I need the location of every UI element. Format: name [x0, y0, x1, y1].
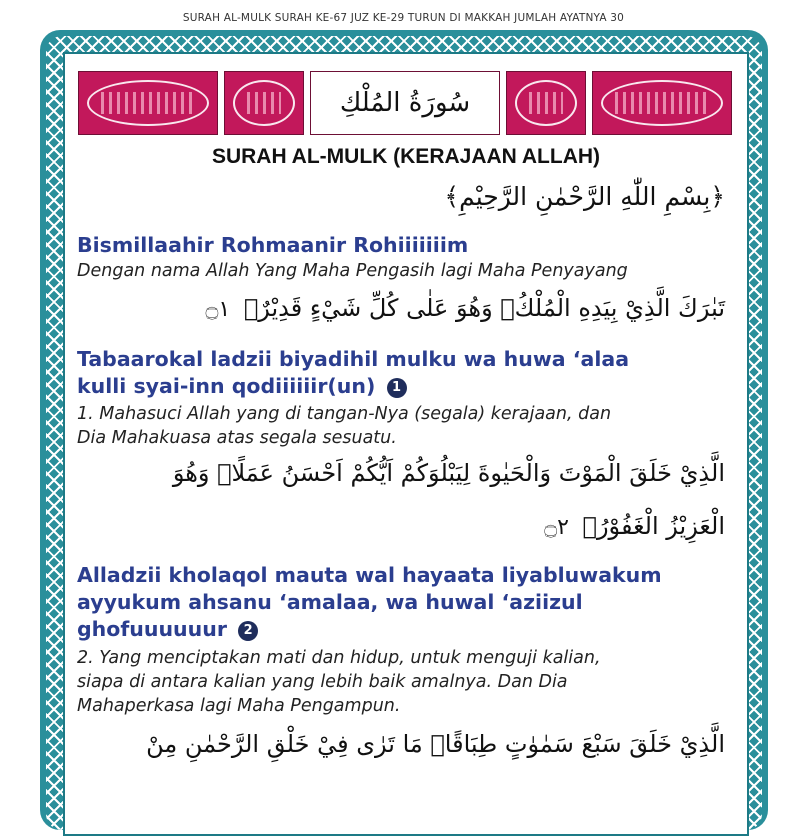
verse-2-latin	[77, 562, 727, 643]
ayah-number-mark: ۝٢	[544, 515, 569, 540]
verse-1-arabic	[205, 294, 725, 322]
verse-2-arabic-line-1: الَّذِيْ خَلَقَ الْمَوْتَ وَالْحَيٰوةَ لِيَبْلُوَكُمْ اَيُّكُمْ اَحْسَنُ عَمَلًاۗ وَهُوَ	[172, 459, 725, 487]
verse-3-arabic-line-1: الَّذِيْ خَلَقَ سَبْعَ سَمٰوٰتٍ طِبَاقًاۗ مَا تَرٰى فِيْ خَلْقِ الرَّحْمٰنِ مِنْ	[146, 730, 725, 758]
verse-1-latin-line-2: kulli syai-inn qodiiiiiir(un)	[77, 374, 376, 398]
verse-1-latin-line-1: Tabaarokal ladzii biyadihil mulku wa huwa ‘alaa	[77, 347, 630, 371]
banner-ornament-left-outer	[78, 71, 218, 135]
verse-number-badge: 2	[238, 621, 258, 641]
verse-2-latin-line-2: ayyukum ahsanu ‘amalaa, wa huwal ‘aziizul	[77, 590, 583, 614]
surah-name-arabic: سُورَةُ المُلْكِ	[339, 88, 471, 118]
surah-title: SURAH AL-MULK (KERAJAAN ALLAH)	[211, 145, 601, 168]
verse-2-latin-line-3: ghofuuuuuur	[77, 617, 227, 641]
verse-1-translation	[77, 402, 727, 450]
verse-number-badge: 1	[387, 378, 407, 398]
verse-2-translation	[77, 646, 727, 718]
verse-1-latin	[77, 346, 727, 400]
surah-banner	[78, 71, 732, 135]
basmalah-arabic: ﴿بِسْمِ اللّٰهِ الرَّحْمٰنِ الرَّحِيْمِ﴾	[444, 182, 725, 211]
verse-2-translation-line-2: siapa di antara kalian yang lebih baik amalnya. Dan Dia	[77, 672, 568, 692]
running-header: SURAH AL-MULK SURAH KE-67 JUZ KE-29 TURUN DI MAKKAH JUMLAH AYATNYA 30	[182, 12, 624, 24]
verse-1-translation-line-1: 1. Mahasuci Allah yang di tangan-Nya (segala) kerajaan, dan	[77, 404, 612, 424]
page-content	[63, 52, 749, 836]
verse-1-arabic-line-1: تَبٰرَكَ الَّذِيْ بِيَدِهِ الْمُلْكُۖ وَهُوَ عَلٰى كُلِّ شَيْءٍ قَدِيْرٌۙ	[243, 294, 725, 322]
basmalah-latin: Bismillaahir Rohmaanir Rohiiiiiiim	[77, 233, 469, 257]
verse-1-translation-line-2: Dia Mahakuasa atas segala sesuatu.	[77, 428, 397, 448]
banner-ornament-left-inner	[224, 71, 304, 135]
surah-name-box	[310, 71, 500, 135]
verse-2-arabic-line-2: الْعَزِيْزُ الْغَفُوْرُۙ	[582, 512, 725, 540]
basmalah-translation: Dengan nama Allah Yang Maha Pengasih lagi Maha Penyayang	[77, 261, 628, 281]
verse-2-arabic-line-2-wrap	[544, 512, 725, 540]
banner-ornament-right-inner	[506, 71, 586, 135]
banner-ornament-right-outer	[592, 71, 732, 135]
ayah-number-mark: ۝١	[205, 297, 231, 322]
verse-2-translation-line-3: Mahaperkasa lagi Maha Pengampun.	[77, 696, 401, 716]
verse-2-latin-line-1: Alladzii kholaqol mauta wal hayaata liyabluwakum	[77, 563, 662, 587]
verse-2-translation-line-1: 2. Yang menciptakan mati dan hidup, untuk menguji kalian,	[77, 648, 601, 668]
